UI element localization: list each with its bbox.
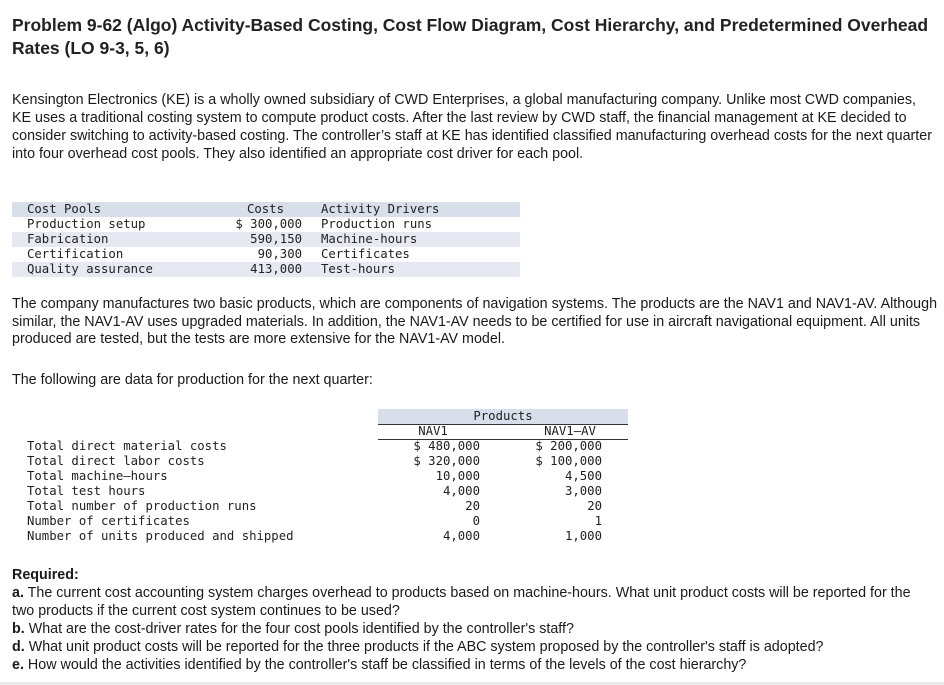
cost-pools-header-row bbox=[12, 202, 520, 217]
header-costs: Costs bbox=[246, 202, 284, 216]
cost-pool-row bbox=[12, 247, 520, 262]
production-data-table bbox=[12, 409, 628, 544]
header-nav1: NAV1 bbox=[418, 424, 448, 438]
nav1-value: 0 bbox=[472, 514, 480, 528]
row-label: Total test hours bbox=[27, 484, 146, 498]
production-row bbox=[12, 439, 628, 454]
required-heading: Required: bbox=[12, 567, 79, 583]
pool-cost: 590,150 bbox=[250, 232, 302, 246]
row-label: Number of units produced and shipped bbox=[27, 529, 294, 543]
pool-name: Quality assurance bbox=[27, 262, 153, 276]
row-label: Total number of production runs bbox=[27, 499, 257, 513]
required-section bbox=[12, 566, 932, 674]
required-item bbox=[12, 638, 932, 656]
nav1-value: $ 320,000 bbox=[413, 454, 480, 468]
pool-cost: 90,300 bbox=[257, 247, 302, 261]
pool-driver: Test-hours bbox=[321, 262, 396, 276]
item-text: What are the cost-driver rates for the four cost pools identified by the controller's staff? bbox=[28, 621, 574, 637]
products-group-header bbox=[12, 409, 628, 424]
column-header-row bbox=[12, 424, 628, 439]
nav1-av-value: 3,000 bbox=[564, 484, 602, 498]
item-letter: b. bbox=[12, 621, 25, 637]
nav1-value: 4,000 bbox=[442, 529, 480, 543]
nav1-av-value: 20 bbox=[587, 499, 602, 513]
row-label: Total direct labor costs bbox=[27, 454, 205, 468]
production-row bbox=[12, 454, 628, 469]
cost-pools-table bbox=[12, 202, 520, 277]
item-letter: d. bbox=[12, 639, 25, 655]
products-header: Products bbox=[473, 409, 533, 423]
nav1-value: $ 480,000 bbox=[413, 439, 480, 453]
pool-cost: $ 300,000 bbox=[235, 217, 302, 231]
data-intro-paragraph: The following are data for production for the next quarter: bbox=[12, 372, 373, 388]
pool-name: Production setup bbox=[27, 217, 146, 231]
production-row bbox=[12, 469, 628, 484]
intro-paragraph: Kensington Electronics (KE) is a wholly owned subsidiary of CWD Enterprises, a global manufacturing company. Unlike most CWD companies, KE uses a traditional costing system to compute product costs. After the last review by CWD staff, the financial management at KE decided to consider switching to activity-based costing. The controller’s staff at KE has identified classified manufacturing overhead costs for the next quarter into four overhead cost pools. They also identified an appropriate cost driver for each pool. bbox=[12, 92, 932, 162]
nav1-av-value: $ 100,000 bbox=[535, 454, 602, 468]
item-letter: a. bbox=[12, 585, 24, 601]
item-text: What unit product costs will be reported for the three products if the ABC system proposed by the controller's staff is adopted? bbox=[28, 639, 824, 655]
row-label: Number of certificates bbox=[27, 514, 190, 528]
required-item bbox=[12, 620, 932, 638]
production-row bbox=[12, 499, 628, 514]
header-cost-pools: Cost Pools bbox=[27, 202, 102, 216]
pool-name: Fabrication bbox=[27, 232, 109, 246]
row-label: Total direct material costs bbox=[27, 439, 227, 453]
row-label: Total machine–hours bbox=[27, 469, 168, 483]
problem-title: Problem 9-62 (Algo) Activity-Based Costing, Cost Flow Diagram, Cost Hierarchy, and Predetermined Overhead Rates (LO 9-3, 5, 6) bbox=[12, 15, 929, 58]
pool-driver: Certificates bbox=[321, 247, 410, 261]
required-item bbox=[12, 584, 932, 620]
item-text: How would the activities identified by the controller's staff be classified in terms of the levels of the cost hierarchy? bbox=[27, 657, 747, 673]
cost-pool-row bbox=[12, 262, 520, 277]
cost-pool-row bbox=[12, 232, 520, 247]
nav1-value: 4,000 bbox=[442, 484, 480, 498]
header-activity-drivers: Activity Drivers bbox=[321, 202, 440, 216]
header-nav1-av: NAV1–AV bbox=[544, 424, 596, 438]
nav1-av-value: 1 bbox=[594, 514, 602, 528]
cost-pool-row bbox=[12, 217, 520, 232]
nav1-value: 10,000 bbox=[435, 469, 480, 483]
item-text: The current cost accounting system charges overhead to products based on machine-hours. What unit product costs will be reported for the two products if the current cost system continues to be used? bbox=[12, 585, 911, 619]
production-row bbox=[12, 529, 628, 544]
nav1-av-value: 4,500 bbox=[564, 469, 602, 483]
products-paragraph: The company manufactures two basic products, which are components of navigation systems. The products are the NAV1 and NAV1-AV. Although similar, the NAV1-AV uses upgraded materials. In addition, the NAV1-AV needs to be certified for use in aircraft navigational equipment. All units produced are tested, but the tests are more extensive for the NAV1-AV model. bbox=[12, 296, 938, 347]
pool-driver: Production runs bbox=[321, 217, 433, 231]
nav1-av-value: 1,000 bbox=[564, 529, 602, 543]
pool-cost: 413,000 bbox=[250, 262, 302, 276]
production-row bbox=[12, 514, 628, 529]
pool-driver: Machine-hours bbox=[321, 232, 418, 246]
required-item bbox=[12, 656, 932, 674]
nav1-av-value: $ 200,000 bbox=[535, 439, 602, 453]
production-row bbox=[12, 484, 628, 499]
item-letter: e. bbox=[12, 657, 24, 673]
pool-name: Certification bbox=[27, 247, 124, 261]
nav1-value: 20 bbox=[465, 499, 480, 513]
